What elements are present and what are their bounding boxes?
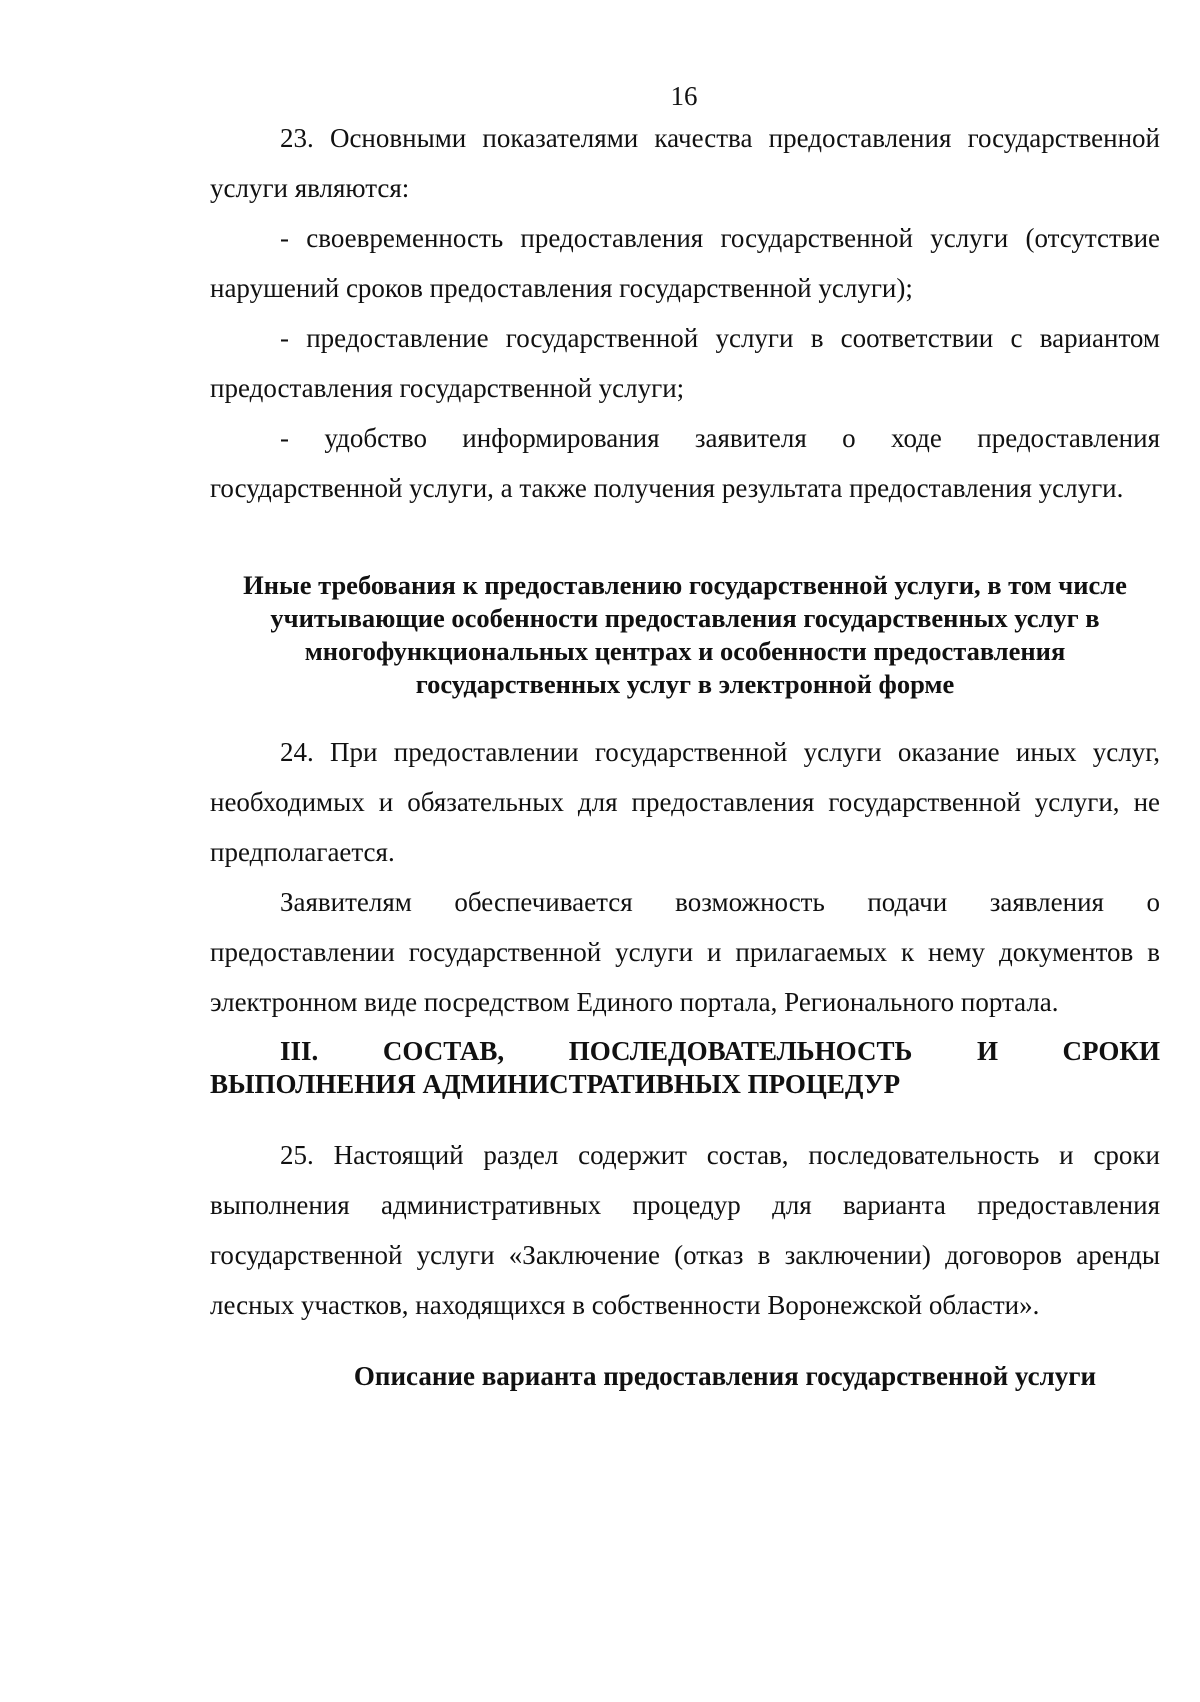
list-item-convenience: - удобство информирования заявителя о ходе предоставления государственной услуги, а также получения результата предоставления услуги. xyxy=(210,423,1160,503)
variant-description-heading: Описание варианта предоставления государственной услуги xyxy=(353,1361,1097,1391)
paragraph-23: 23. Основными показателями качества предоставления государственной услуги являются: xyxy=(210,123,1160,203)
section-iii-heading-line1 xyxy=(210,1035,1160,1068)
section-iii-heading xyxy=(210,1035,1160,1101)
section-word-terms: СРОКИ xyxy=(1062,1036,1160,1066)
section-number: III. xyxy=(280,1036,319,1066)
section-word-composition: СОСТАВ, xyxy=(382,1036,505,1066)
paragraph-24: 24. При предоставлении государственной услуги оказание иных услуг, необходимых и обязательных для предоставления государственной услуги, не предполагается. xyxy=(210,737,1160,867)
section-word-and: И xyxy=(976,1036,998,1066)
section-word-sequence: ПОСЛЕДОВАТЕЛЬНОСТЬ xyxy=(568,1036,913,1066)
section-iii-heading-line2: ВЫПОЛНЕНИЯ АДМИНИСТРАТИВНЫХ ПРОЦЕДУР xyxy=(210,1069,901,1099)
list-item-variant: - предоставление государственной услуги в соответствии с вариантом предоставления государственной услуги; xyxy=(210,323,1160,403)
paragraph-25: 25. Настоящий раздел содержит состав, последовательность и сроки выполнения административных процедур для варианта предоставления государственной услуги «Заключение (отказ в заключении) договоров аренды лесных участков, находящихся в собственности Воронежской области». xyxy=(210,1140,1160,1320)
other-requirements-block xyxy=(210,727,1160,1027)
quality-indicators-block xyxy=(210,113,1160,513)
other-requirements-heading: Иные требования к предоставлению государственной услуги, в том числе учитывающие особенности предоставления государственных услуг в многофункциональных центрах и особенности предоставления государственных услуг в электронной форме xyxy=(243,570,1127,699)
list-item-timeliness: - своевременность предоставления государственной услуги (отсутствие нарушений сроков предоставления государственной услуги); xyxy=(210,223,1160,303)
section-iii-block xyxy=(210,1130,1160,1330)
page-number: 16 xyxy=(670,81,698,111)
paragraph-electronic-submission: Заявителям обеспечивается возможность подачи заявления о предоставлении государственной услуги и прилагаемых к нему документов в электронном виде посредством Единого портала, Регионального портала. xyxy=(210,887,1160,1017)
